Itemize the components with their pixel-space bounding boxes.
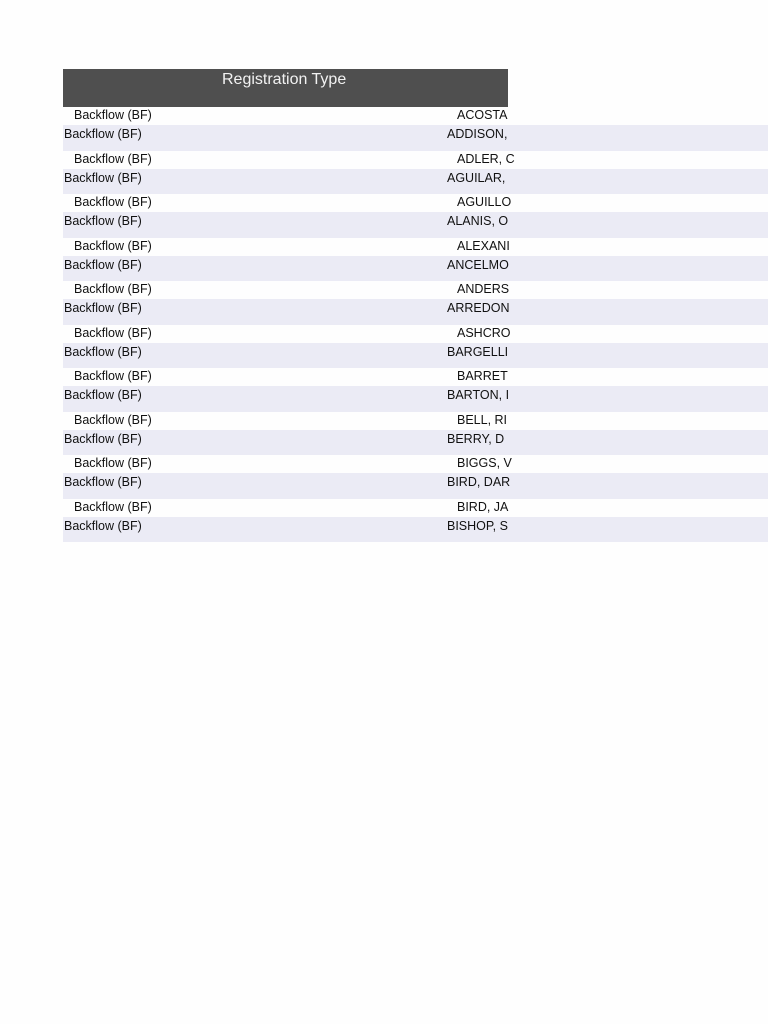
registration-type-cell: Backflow (BF)	[74, 369, 152, 383]
registration-type-cell: Backflow (BF)	[74, 325, 152, 340]
table-row[interactable]	[63, 256, 768, 282]
registration-type-column-header[interactable]: Registration Type	[222, 71, 347, 88]
registration-type-cell: Backflow (BF)	[74, 282, 152, 296]
registration-type-cell: Backflow (BF)	[64, 257, 142, 272]
table-row[interactable]	[63, 151, 768, 169]
name-cell: BISHOP, S	[447, 518, 508, 533]
table-row[interactable]	[63, 169, 768, 195]
registration-type-cell: Backflow (BF)	[74, 499, 152, 514]
table-row[interactable]	[63, 194, 768, 212]
name-cell: BERRY, D	[447, 431, 505, 446]
name-cell: AGUILAR,	[447, 170, 506, 185]
name-cell: BIGGS, V	[457, 456, 512, 470]
registration-type-cell: Backflow (BF)	[74, 195, 152, 209]
name-cell: ALEXANI	[457, 238, 510, 253]
table-header	[63, 69, 508, 107]
table-row[interactable]	[63, 281, 768, 299]
table-row[interactable]	[63, 212, 768, 238]
registration-type-cell: Backflow (BF)	[64, 301, 142, 315]
registration-type-cell: Backflow (BF)	[64, 170, 142, 185]
name-cell: ALANIS, O	[447, 214, 509, 228]
table-row[interactable]	[63, 473, 768, 499]
table-row[interactable]	[63, 343, 768, 369]
table-row[interactable]	[63, 517, 768, 543]
name-cell: ACOSTA	[457, 108, 508, 122]
name-cell: ARREDON	[447, 301, 510, 315]
table-row[interactable]	[63, 125, 768, 151]
table-row[interactable]	[63, 299, 768, 325]
registration-type-cell: Backflow (BF)	[64, 431, 142, 446]
registration-type-cell: Backflow (BF)	[74, 412, 152, 427]
table-row[interactable]	[63, 107, 768, 125]
registration-type-cell: Backflow (BF)	[74, 238, 152, 253]
name-cell: BIRD, JA	[457, 499, 509, 514]
registration-type-cell: Backflow (BF)	[74, 151, 152, 166]
name-cell: ADLER, C	[457, 151, 515, 166]
name-cell: ANCELMO	[447, 257, 509, 272]
table-row[interactable]	[63, 325, 768, 343]
name-cell: BARTON, I	[447, 388, 510, 402]
registration-type-cell: Backflow (BF)	[64, 127, 142, 141]
name-cell: AGUILLO	[457, 195, 512, 209]
table-row[interactable]	[63, 455, 768, 473]
registration-type-cell: Backflow (BF)	[64, 214, 142, 228]
registration-type-cell: Backflow (BF)	[64, 344, 142, 359]
name-cell: BELL, RI	[457, 412, 508, 427]
table-row[interactable]	[63, 412, 768, 430]
table-row[interactable]	[63, 430, 768, 456]
name-cell: BIRD, DAR	[447, 475, 511, 489]
name-cell: BARRET	[457, 369, 508, 383]
name-cell: ANDERS	[457, 282, 510, 296]
table-body	[63, 107, 768, 542]
table-row[interactable]	[63, 499, 768, 517]
table-row[interactable]	[63, 386, 768, 412]
registration-type-cell: Backflow (BF)	[74, 108, 152, 122]
registration-type-cell: Backflow (BF)	[64, 475, 142, 489]
name-cell: ADDISON,	[447, 127, 508, 141]
table-row[interactable]	[63, 238, 768, 256]
name-cell: ASHCRO	[457, 325, 511, 340]
registration-type-cell: Backflow (BF)	[64, 388, 142, 402]
registration-type-cell: Backflow (BF)	[74, 456, 152, 470]
table-row[interactable]	[63, 368, 768, 386]
name-cell: BARGELLI	[447, 344, 509, 359]
registration-type-cell: Backflow (BF)	[64, 518, 142, 533]
